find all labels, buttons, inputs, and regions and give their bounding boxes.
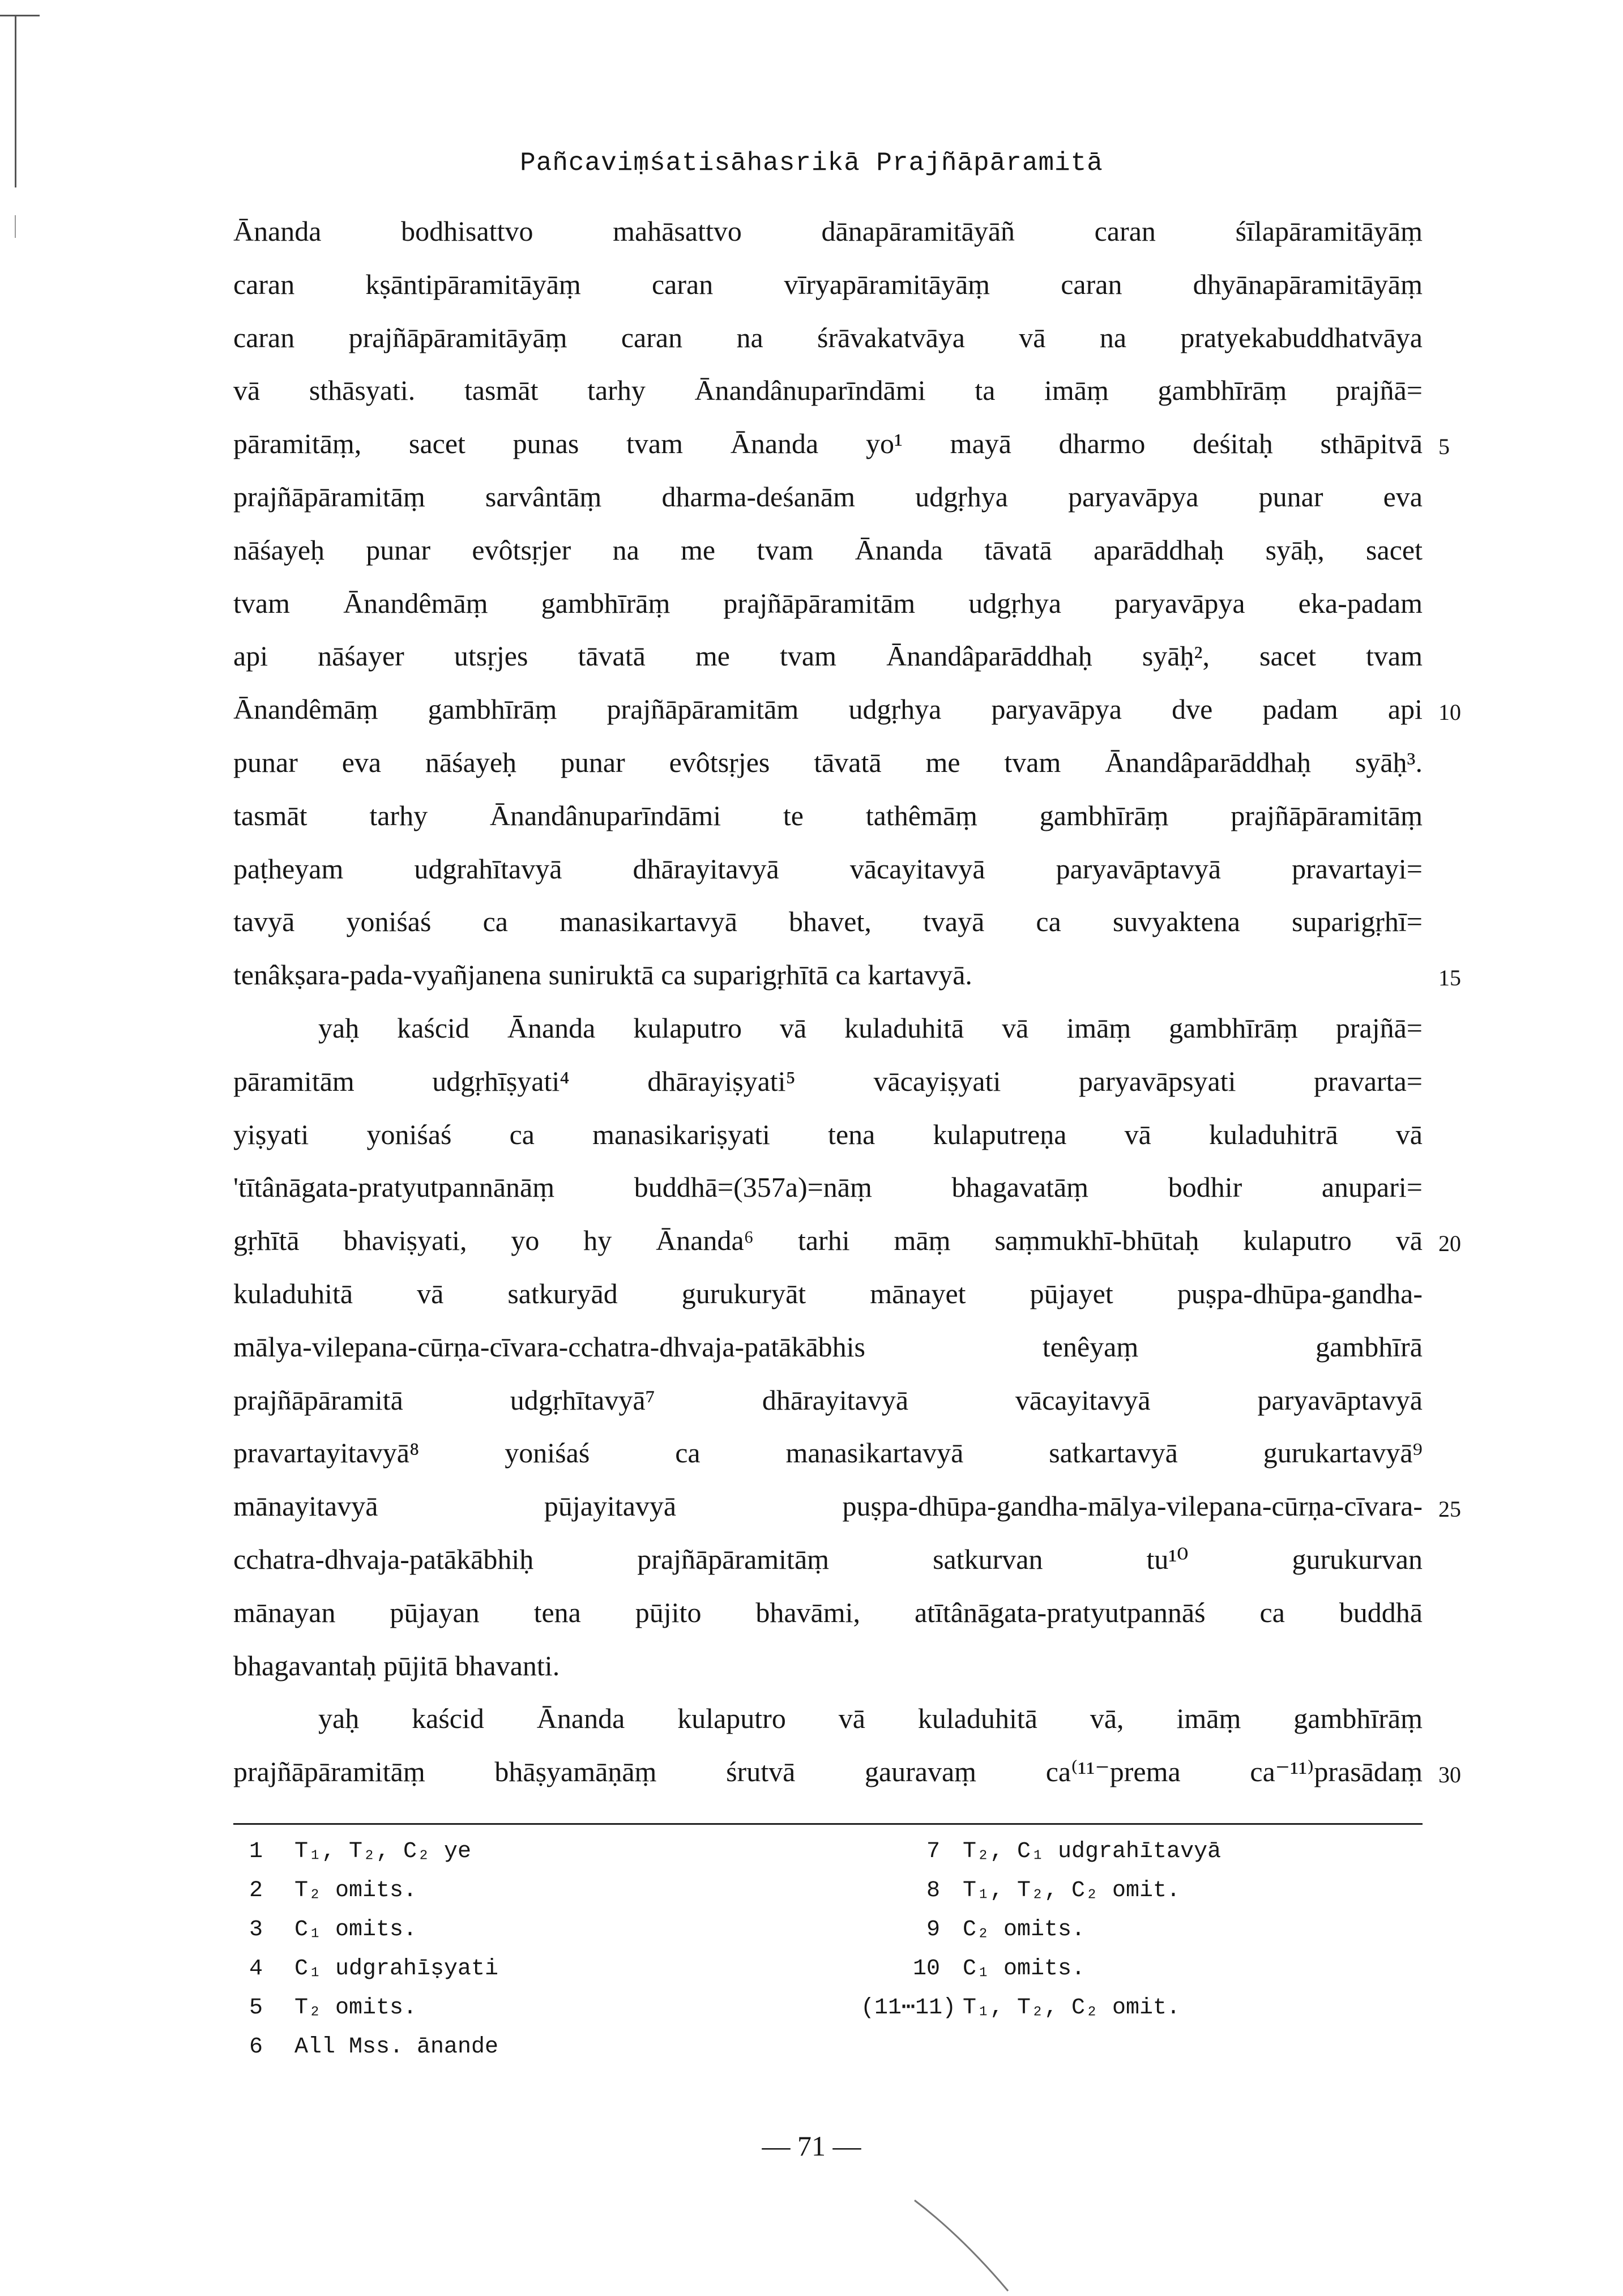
text-line: vā sthāsyati. tasmāt tarhy Ānandânuparīndāmi ta imāṃ gambhīrāṃ prajñā= bbox=[233, 374, 1423, 407]
footnote bbox=[861, 1910, 1427, 1949]
footnote-number: 7 bbox=[926, 1839, 940, 1864]
text-line: pāramitāṃ, sacet punas tvam Ānanda yo¹ mayā dharmo deśitaḥ sthāpitvā bbox=[233, 428, 1423, 460]
line-number-25: 25 bbox=[1438, 1496, 1461, 1522]
footnote-text: T₁, T₂, C₂ omit. bbox=[963, 1878, 1181, 1904]
footnote-text: T₁, T₂, C₂ omit. bbox=[963, 1995, 1181, 2021]
footnote-text: T₁, T₂, C₂ ye bbox=[294, 1839, 472, 1864]
footnote-number: (11⋯11) bbox=[861, 1995, 956, 2021]
line-number-15: 15 bbox=[1438, 965, 1461, 991]
footnote-number: 6 bbox=[249, 2034, 263, 2060]
footnote bbox=[249, 1949, 759, 1988]
text-line: tavyā yoniśaś ca manasikartavyā bhavet, tvayā ca suvyaktena suparigṛhī= bbox=[233, 906, 1423, 938]
footnote-text: T₂ omits. bbox=[294, 1995, 417, 2021]
text-line: mānayitavyā pūjayitavyā puṣpa-dhūpa-gandha-mālya-vilepana-cūrṇa-cīvara- bbox=[233, 1490, 1423, 1522]
text-line: prajñāpāramitāṃ bhāṣyamāṇāṃ śrutvā gauravaṃ ca⁽¹¹⁻prema ca⁻¹¹⁾prasādaṃ bbox=[233, 1756, 1423, 1788]
footnote bbox=[861, 1949, 1427, 1988]
text-line-paragraph-start: yaḥ kaścid Ānanda kulaputro vā kuladuhitā vā, imāṃ gambhīrāṃ bbox=[318, 1702, 1423, 1735]
text-line: kuladuhitā vā satkuryād gurukuryāt mānayet pūjayet puṣpa-dhūpa-gandha- bbox=[233, 1277, 1423, 1309]
footnote bbox=[861, 1832, 1427, 1871]
text-line: 'tītânāgata-pratyutpannānāṃ buddhā=(357a)=nāṃ bhagavatāṃ bodhir anupari= bbox=[233, 1171, 1423, 1204]
text-line: tasmāt tarhy Ānandânuparīndāmi te tathêmāṃ gambhīrāṃ prajñāpāramitāṃ bbox=[233, 799, 1423, 831]
line-number-10: 10 bbox=[1438, 699, 1461, 725]
footnote-text: All Mss. ānande bbox=[294, 2034, 499, 2060]
footnote bbox=[249, 2028, 759, 2067]
footnote-number: 8 bbox=[926, 1878, 940, 1904]
text-line: mānayan pūjayan tena pūjito bhavāmi, atītânāgata-pratyutpannāś ca buddhā bbox=[233, 1596, 1423, 1628]
footnote-number: 4 bbox=[249, 1956, 263, 1982]
text-line: tvam Ānandêmāṃ gambhīrāṃ prajñāpāramitām udgṛhya paryavāpya eka-padam bbox=[233, 587, 1423, 619]
footnote-number: 9 bbox=[926, 1917, 940, 1943]
text-line: api nāśayer utsṛjes tāvatā me tvam Ānandâparāddhaḥ syāḥ², sacet tvam bbox=[233, 640, 1423, 672]
footnote bbox=[249, 1832, 759, 1871]
text-line-paragraph-start: yaḥ kaścid Ānanda kulaputro vā kuladuhitā vā imāṃ gambhīrāṃ prajñā= bbox=[318, 1012, 1423, 1044]
text-line: yiṣyati yoniśaś ca manasikariṣyati tena kulaputreṇa vā kuladuhitrā vā bbox=[233, 1118, 1423, 1150]
footnotes-left-column bbox=[249, 1832, 759, 2067]
running-head: Pañcaviṃśatisāhasrikā Prajñāpāramitā bbox=[520, 148, 1103, 178]
text-line: gṛhītā bhaviṣyati, yo hy Ānanda⁶ tarhi māṃ saṃmukhī-bhūtaḥ kulaputro vā bbox=[233, 1224, 1423, 1257]
footnote-number: 1 bbox=[249, 1839, 263, 1864]
scan-stray-mark bbox=[912, 2197, 1014, 2294]
footnotes-right-column bbox=[861, 1832, 1427, 2028]
text-line: caran kṣāntipāramitāyāṃ caran vīryapāramitāyāṃ caran dhyānapāramitāyāṃ bbox=[233, 268, 1423, 300]
footnote-number: 10 bbox=[912, 1956, 940, 1982]
text-line: Ānanda bodhisattvo mahāsattvo dānapāramitāyāñ caran śīlapāramitāyāṃ bbox=[233, 215, 1423, 247]
scan-crop-mark bbox=[0, 15, 40, 16]
footnote-text: T₂, C₁ udgrahītavyā bbox=[963, 1839, 1221, 1864]
text-line: prajñāpāramitāṃ sarvântāṃ dharma-deśanām udgṛhya paryavāpya punar eva bbox=[233, 480, 1423, 513]
footnote bbox=[249, 1871, 759, 1910]
footnote bbox=[249, 1988, 759, 2028]
footnote-text: T₂ omits. bbox=[294, 1878, 417, 1904]
text-line: mālya-vilepana-cūrṇa-cīvara-cchatra-dhvaja-patākābhis tenêyaṃ gambhīrā bbox=[233, 1330, 1423, 1363]
text-line: prajñāpāramitā udgṛhītavyā⁷ dhārayitavyā vācayitavyā paryavāptavyā bbox=[233, 1384, 1423, 1416]
footnote-text: C₁ omits. bbox=[963, 1956, 1086, 1982]
line-number-5: 5 bbox=[1438, 434, 1450, 459]
scan-margin-tick bbox=[15, 215, 16, 238]
footnote bbox=[249, 1910, 759, 1949]
text-line: pravartayitavyā⁸ yoniśaś ca manasikartavyā satkartavyā gurukartavyā⁹ bbox=[233, 1437, 1423, 1469]
text-line: nāśayeḥ punar evôtsṛjer na me tvam Ānanda tāvatā aparāddhaḥ syāḥ, sacet bbox=[233, 534, 1423, 566]
text-line: tenâkṣara-pada-vyañjanena suniruktā ca suparigṛhītā ca kartavyā. bbox=[233, 959, 972, 991]
footnote-number: 2 bbox=[249, 1878, 263, 1904]
body-text bbox=[233, 205, 1423, 1799]
text-line: Ānandêmāṃ gambhīrāṃ prajñāpāramitām udgṛhya paryavāpya dve padam api bbox=[233, 693, 1423, 725]
footnote bbox=[861, 1871, 1427, 1910]
text-line: punar eva nāśayeḥ punar evôtsṛjes tāvatā me tvam Ānandâparāddhaḥ syāḥ³. bbox=[233, 746, 1423, 778]
footnote-number: 5 bbox=[249, 1995, 263, 2021]
footnote-text: C₂ omits. bbox=[963, 1917, 1086, 1943]
text-line: cchatra-dhvaja-patākābhiḥ prajñāpāramitāṃ satkurvan tu¹⁰ gurukurvan bbox=[233, 1543, 1423, 1575]
text-line: caran prajñāpāramitāyāṃ caran na śrāvakatvāya vā na pratyekabuddhatvāya bbox=[233, 321, 1423, 353]
footnote-text: C₁ udgrahīṣyati bbox=[294, 1956, 499, 1982]
text-line: paṭheyam udgrahītavyā dhārayitavyā vācayitavyā paryavāptavyā pravartayi= bbox=[233, 852, 1423, 885]
footnote-number: 3 bbox=[249, 1917, 263, 1943]
footnote-rule bbox=[233, 1823, 1423, 1825]
page-number: — 71 — bbox=[762, 2130, 861, 2162]
text-line: pāramitām udgṛhīṣyati⁴ dhārayiṣyati⁵ vācayiṣyati paryavāpsyati pravarta= bbox=[233, 1065, 1423, 1097]
line-number-20: 20 bbox=[1438, 1231, 1461, 1256]
line-number-30: 30 bbox=[1438, 1762, 1461, 1787]
footnote bbox=[861, 1988, 1427, 2028]
text-line: bhagavantaḥ pūjitā bhavanti. bbox=[233, 1649, 560, 1682]
footnote-text: C₁ omits. bbox=[294, 1917, 417, 1943]
